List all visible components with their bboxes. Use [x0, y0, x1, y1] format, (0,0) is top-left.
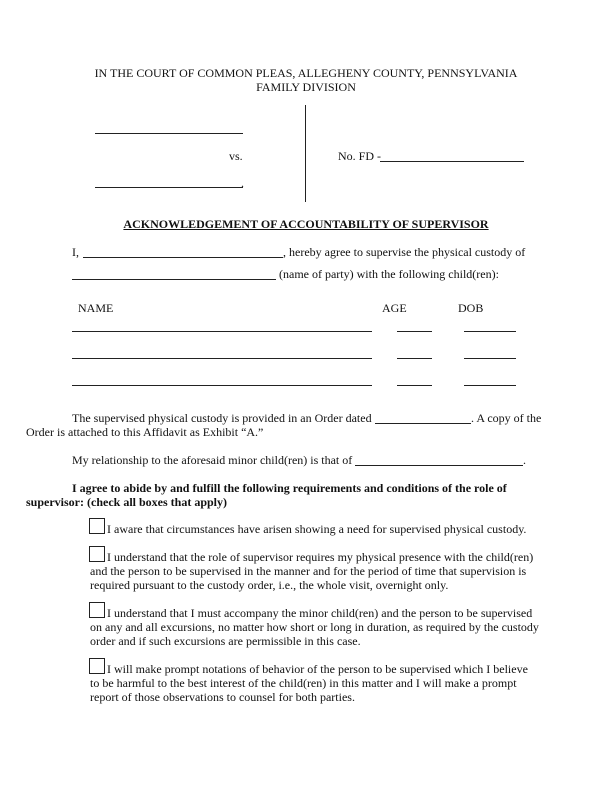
child-dob-line[interactable]: [464, 385, 516, 386]
defendant-period: .: [241, 176, 244, 190]
vs-label: vs.: [229, 149, 243, 163]
checklist-text: and the person to be supervised in the manner and for the period of time that supervision is: [90, 564, 527, 578]
relationship-end: .: [523, 453, 526, 467]
case-number-line[interactable]: [380, 161, 524, 162]
custody-text-1a: The supervised physical custody is provided in an Order dated: [72, 411, 372, 425]
relationship-text: My relationship to the aforesaid minor child(ren) is that of: [72, 453, 353, 467]
supervisor-name-line[interactable]: [83, 257, 283, 258]
checklist-text: required pursuant to the custody order, i.e., the whole visit, overnight only.: [90, 578, 449, 592]
checklist-text: I will make prompt notations of behavior of the person to be supervised which I believe: [107, 662, 528, 676]
child-age-line[interactable]: [397, 358, 432, 359]
defendant-line[interactable]: [95, 187, 243, 188]
custody-text-2: Order is attached to this Affidavit as Exhibit “A.”: [26, 425, 264, 439]
checkbox[interactable]: [89, 658, 105, 674]
checklist-text: to be harmful to the best interest of the child(ren) in this matter and I will make a prompt: [90, 676, 517, 690]
checkbox[interactable]: [89, 518, 105, 534]
document-title: ACKNOWLEDGEMENT OF ACCOUNTABILITY OF SUPERVISOR: [123, 217, 489, 231]
child-name-line[interactable]: [72, 331, 372, 332]
intro-i-label: I,: [72, 245, 79, 259]
checklist-text: on any and all excursions, no matter how short or long in duration, as required by the custody: [90, 620, 539, 634]
order-date-line[interactable]: [375, 423, 471, 424]
custody-text-1b: . A copy of the: [471, 411, 542, 425]
intro-name-of-party: (name of party) with the following child(ren):: [279, 267, 499, 281]
checklist-text: order and if such excursions are permissible in this case.: [90, 634, 361, 648]
child-age-line[interactable]: [397, 385, 432, 386]
intro-hereby-text: , hereby agree to supervise the physical custody of: [283, 245, 526, 259]
checklist-text: I understand that the role of supervisor requires my physical presence with the child(ren): [107, 550, 534, 564]
division-name: FAMILY DIVISION: [256, 80, 356, 94]
child-name-line[interactable]: [72, 358, 372, 359]
checklist-text: I understand that I must accompany the minor child(ren) and the person to be supervised: [107, 606, 533, 620]
table-header-dob: DOB: [458, 301, 484, 315]
case-number-label: No. FD -: [338, 149, 382, 163]
table-header-name: NAME: [78, 301, 114, 315]
relationship-line[interactable]: [355, 465, 523, 466]
child-name-line[interactable]: [72, 385, 372, 386]
plaintiff-line[interactable]: [95, 133, 243, 134]
checkbox[interactable]: [89, 546, 105, 562]
agreement-line-2: supervisor: (check all boxes that apply): [26, 495, 227, 509]
checklist-text: I aware that circumstances have arisen showing a need for supervised physical custody.: [107, 522, 527, 536]
court-name: IN THE COURT OF COMMON PLEAS, ALLEGHENY COUNTY, PENNSYLVANIA: [94, 66, 518, 80]
child-dob-line[interactable]: [464, 331, 516, 332]
checklist-text: report of those observations to counsel for both parties.: [90, 690, 355, 704]
child-age-line[interactable]: [397, 331, 432, 332]
checkbox[interactable]: [89, 602, 105, 618]
caption-divider: [305, 105, 306, 202]
agreement-line-1: I agree to abide by and fulfill the following requirements and conditions of the role of: [72, 481, 507, 495]
table-header-age: AGE: [382, 301, 407, 315]
party-name-line[interactable]: [72, 279, 276, 280]
child-dob-line[interactable]: [464, 358, 516, 359]
